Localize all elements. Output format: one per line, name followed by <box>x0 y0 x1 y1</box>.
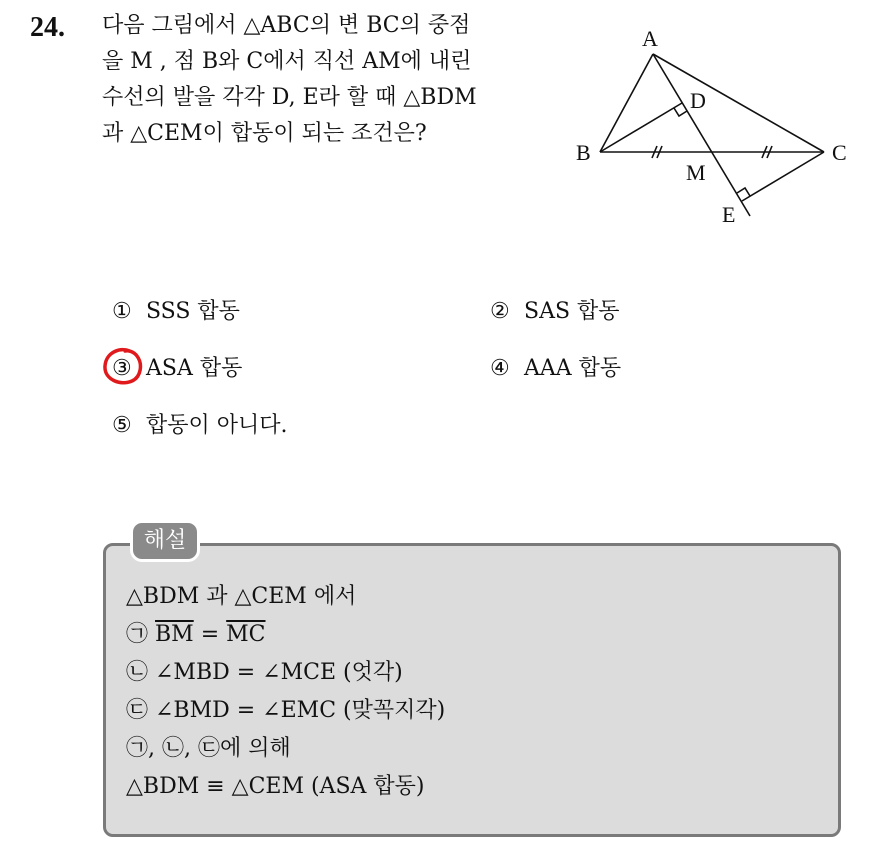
choice-text: AAA 합동 <box>524 356 622 381</box>
equals-sign: = <box>200 622 220 647</box>
solution-line: ㉢ ∠BMD = ∠EMC (맞꼭지각) <box>126 698 446 723</box>
choice-number: ⑤ <box>112 413 132 438</box>
mark-giyeok: ㉠ <box>126 622 149 647</box>
choice-5[interactable] <box>112 408 288 439</box>
question-line: 과 △CEM이 합동이 되는 조건은? <box>102 121 427 146</box>
right-angle-mark-d <box>674 108 687 116</box>
segment-bm-overline: $\overline{BM}$ <box>155 622 194 647</box>
perpendicular-bd <box>600 103 682 152</box>
solution-line: △BDM ≡ △CEM (ASA 합동) <box>126 774 425 799</box>
question-line: 다음 그림에서 △ABC의 변 BC의 중점 <box>102 13 471 38</box>
label-e: E <box>722 202 736 227</box>
choice-number: ② <box>490 299 510 324</box>
triangle-figure <box>566 24 856 234</box>
label-b: B <box>576 140 591 165</box>
label-a: A <box>642 26 658 51</box>
question-line: 을 M , 점 B와 C에서 직선 AM에 내린 <box>102 49 472 74</box>
solution-line: ㉠, ㉡, ㉢에 의해 <box>126 736 291 761</box>
choice-1[interactable] <box>112 294 240 325</box>
choice-4[interactable] <box>490 351 621 382</box>
solution-line <box>126 616 445 654</box>
choice-text: ASA 합동 <box>146 356 243 381</box>
label-m: M <box>686 160 706 185</box>
choice-number: ① <box>112 299 132 324</box>
choice-number: ④ <box>490 356 510 381</box>
choice-2[interactable] <box>490 294 620 325</box>
solution-line: ㉡ ∠MBD = ∠MCE (엇각) <box>126 660 403 685</box>
choice-text: SAS 합동 <box>524 299 620 324</box>
choice-number: ③ <box>112 356 132 381</box>
question-text <box>102 8 552 152</box>
segment-ab <box>600 54 653 152</box>
solution-tag: 해설 <box>130 520 200 562</box>
label-c: C <box>832 140 847 165</box>
perpendicular-ce <box>742 152 824 201</box>
choice-text: SSS 합동 <box>146 299 240 324</box>
question-line: 수선의 발을 각각 D, E라 할 때 △BDM <box>102 85 477 110</box>
label-d: D <box>690 88 706 113</box>
right-angle-mark-e <box>737 188 750 196</box>
line-am-extended <box>653 54 750 216</box>
segment-mc-overline: $\overline{MC}$ <box>226 622 266 647</box>
solution-text <box>126 578 445 806</box>
choice-text: 합동이 아니다. <box>146 413 288 438</box>
solution-line: △BDM 과 △CEM 에서 <box>126 584 357 609</box>
selected-answer-circle-icon <box>101 344 145 388</box>
question-number: 24. <box>30 12 65 43</box>
segment-ac <box>653 54 824 152</box>
